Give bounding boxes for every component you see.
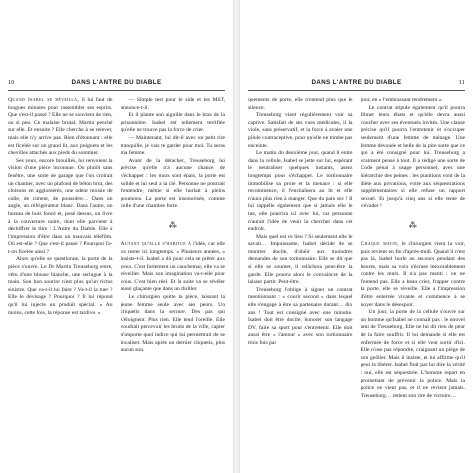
paragraph: Le contrat stipule également qu'il pourra filmer leurs ébats et qu'elle devra aussi coucher avec ses éventuels invités. Une clause précise qu'il pourra l'entretenir et s'occuper seulement d'une femme de ménage. Une femme dévouée et belle de la pire sorte que ce qui a été consigné pour lui. Treuseborg a vraiment pensé à tout. Il a rédigé une sorte de Code pénal à usage personnel, avec une hiérarchie des peines : les punitions vont de la diète aux privations, voire aux séquestrations supplémentaires si elle refuse un rapport sexuel. Et jusqu'à cinq ans si elle tente de s'évader ! — [360, 104, 465, 210]
running-title-right: DANS L'ANTRE DU DIABLE — [311, 79, 402, 86]
lead-in: Autant qu'elle s'habitue à — [120, 240, 192, 247]
paragraph: — Maintenant, lui dit-il avec un petit rire tranquille, je vais te garder pour moi. Tu seras ma femme. — [120, 134, 225, 157]
paragraph: Un jour, la porte de la cellule s'ouvre sur un homme qu'Isabel ne connaît pas : le nouvel ami de Treuseborg. Elle ne lui dit rien de peur de la faire souffrir. Il lui demande si elle est enfermée de force et si elle veut sortir d'ici. Elle n'ose pas répondre, craignant un piège de son geôlier. Mais il insiste, et lui affirme qu'il peut la libérer. Isabel finit par lui dire la vérité : oui, elle est séquestrée. L'homme repart en promettant de prévenir la police. Mais la police ne vient pas, et il ne revient jamais. Treuseborg… retient son rire de victoire… — [360, 309, 465, 399]
right-header — [248, 79, 465, 89]
paragraph: Treuseborg vient régulièrement voir sa captive. Satisfait de ses vues médicales, il la viole, sans préservatif, et la force à avaler une pilule contraceptive, pour qu'elle ne tombe pas enceinte. — [248, 112, 353, 149]
left-column-1 — [8, 97, 113, 473]
header-rule-left — [8, 90, 225, 91]
left-column-2 — [121, 97, 226, 473]
paragraph: Ses yeux, encore brouillés, lui renvoient la vision d'une pièce inconnue. Ou plutôt sans fenêtre, une sorte de garage que l'on croirait un chantier, avec un plafond de béton brut, des cloisons en agglomérés, une odeur moisie de colle, de ciment, de poussière… Dans un angle, un réfrigérateur blanc. Dans l'autre, un bureau de bois foncé et, posé dessus, un livre à la couverture noire, dont elle parvient à déchiffrer le titre : L'Antre du Diable. Elle a l'impression d'être dans un mauvais téléfilm. Où est-elle ? Que s'est-il passé ? Pourquoi l'a-t-on ficelée ainsi ? — [8, 157, 113, 255]
lead-in: Quand Isabel se réveilla, — [8, 97, 80, 103]
right-page — [240, 0, 473, 473]
paragraph: quements de porte, elle n'entend plus que le silence. — [248, 97, 353, 111]
page-number-left: 10 — [8, 79, 15, 86]
paragraph: Le matin du deuxième jour, quand il entre dans la cellule, Isabel se jette sur lui, espérant le neutraliser quelques instants, assez longtemps pour s'échapper. Le tortionnaire immobilise sa proie et la menace : si elle recommence, il l'enchaînera au lit et elle n'aura plus rien à manger. Que du pain sec ! Il lui rappelle également que si jamais elle le tue, elle pourrira ici avec lui, car personne n'aurait l'idée de venir la chercher dans cet endroit. — [248, 150, 353, 233]
left-columns — [8, 97, 225, 473]
paragraph: Autant qu'elle s'habitue à l'idée, car elle va rester ici longtemps. « Plusieurs années, » insiste-t-il. Isabel a dû pour cela se prêter aux yeux. C'est fortement un cauchemar, elle va se réveiller. Mais son imagination va-t-elle pour vous. C'est bien réel. Et la suite va se révéler aussi glaçante que dans un thriller. — [120, 240, 225, 293]
top-margin — [240, 0, 473, 79]
header-rule-right — [248, 90, 465, 91]
paragraph: Quand Isabel se réveilla, il lui faut de longues minutes pour rassembler ses esprits. Que s'est-il passé ? Elle ne se souvient de rien, ou si peu. Ce malaise brutal, Martin penché sur elle. Et ensuite ? Elle cherche à se relever, mais elle n'y arrive pas. Rien d'étonnant : elle est ficelée sur un grand lit, aux poignets et les chevilles attachés aux pieds du sommier. — [8, 97, 113, 157]
top-margin — [0, 0, 233, 79]
book-gutter — [233, 0, 240, 473]
paragraph: Chaque matin, le chirurgien vient la voir, puis revient en fin d'après-midi. Quand il n'est pas là, Isabel hurle au secours pendant des heures, mais sa voix s'écrase inexorablement contre les murs. Il n'a pas menti : on ne l'entend pas. Elle a beau crier, frapper contre la porte, elle se réveille. Elle a l'impression d'être enterrée vivante et commence à se noyer dans le désespoir. — [360, 240, 465, 308]
right-columns — [248, 97, 465, 473]
paragraph: Treuseborg l'oblige à signer un contrat mentionnant : « courir second » dans lequel elle s'engage à être sa partenaire durant… dix ans ! Tout est consigné avec une minutie. Isabel doit être docile, honorer son langage DV, faire sa sport pour s'entretenir. Elle doit aussi être « l'amour » avec son tortionnaire trois fois par — [248, 286, 353, 346]
paragraph: Le chirurgien quitte la pièce, laissant la jeune femme seule avec ses peurs. Un cliquetis dans la serrure. Des pas qui s'éloignent. Plus rien. Elle tend l'oreille. Elle voudrait percevoir les bruits de la ville, capter n'importe quel indice qui lui permettrait de se localiser. Mais après un dernier cliquetis, plus aucun son. — [120, 294, 225, 354]
right-column-2 — [361, 97, 466, 473]
section-ornament: ⁂ — [408, 220, 417, 230]
left-header — [8, 79, 225, 89]
paragraph: jour, en « l'embrassant tendrement ». — [360, 97, 443, 103]
running-title-left: DANS L'ANTRE DU DIABLE — [71, 79, 162, 86]
paragraph: Alors qu'elle se questionne, la porte de la pièce s'ouvre. Le Dr Martin Treuseborg entre, vêtu d'une blouse blanche, une seringue à la main. Son bon sourire n'est plus qu'un rictus sinistre. Que va-t-il lui faire ? Va-t-il la tuer ? Elle le dévisage ? Pourquoi ? Il lui répond qu'il lui injecte un produit spécial. « Au moins, cette fois, la réponse est tardive. » — [8, 256, 113, 316]
left-page — [0, 0, 233, 473]
right-column-1 — [248, 97, 353, 473]
paragraph: Avant de la détacher, Treuseborg lui précise qu'elle n'a aucune chance de s'échapper : les murs sont épais, la porte est solide et lui seul a la clé. Personne ne pourrait l'entendre, même si elle hurlait à pleins poumons. La porte est insonorisée, comme celle d'une chambre forte. — [120, 157, 225, 210]
paragraph: Et il plante son aiguille dans le bras de la prisonnière. Isabel est tellement terrifiée qu'elle ne trouve pas la force de crier. — [120, 112, 225, 134]
paragraph: — Simple test pour le side et les MST, annonce-t-il. — [120, 97, 225, 111]
paragraph: Mais quel est ce lieu ? Si seulement elle le savait… Impuissante, Isabel décide de se montrer docile, d'obéir aux moindres demandes de son tortionnaire. Elle se dit que si elle se soumet, il relâchera peut-être la garde. Elle pourra alors le convaincre de la laisser partir. Peut-être. — [248, 233, 353, 286]
section-ornament: ⁂ — [168, 220, 177, 230]
lead-in: Chaque matin, — [360, 240, 399, 247]
page-number-right: 11 — [458, 79, 465, 86]
